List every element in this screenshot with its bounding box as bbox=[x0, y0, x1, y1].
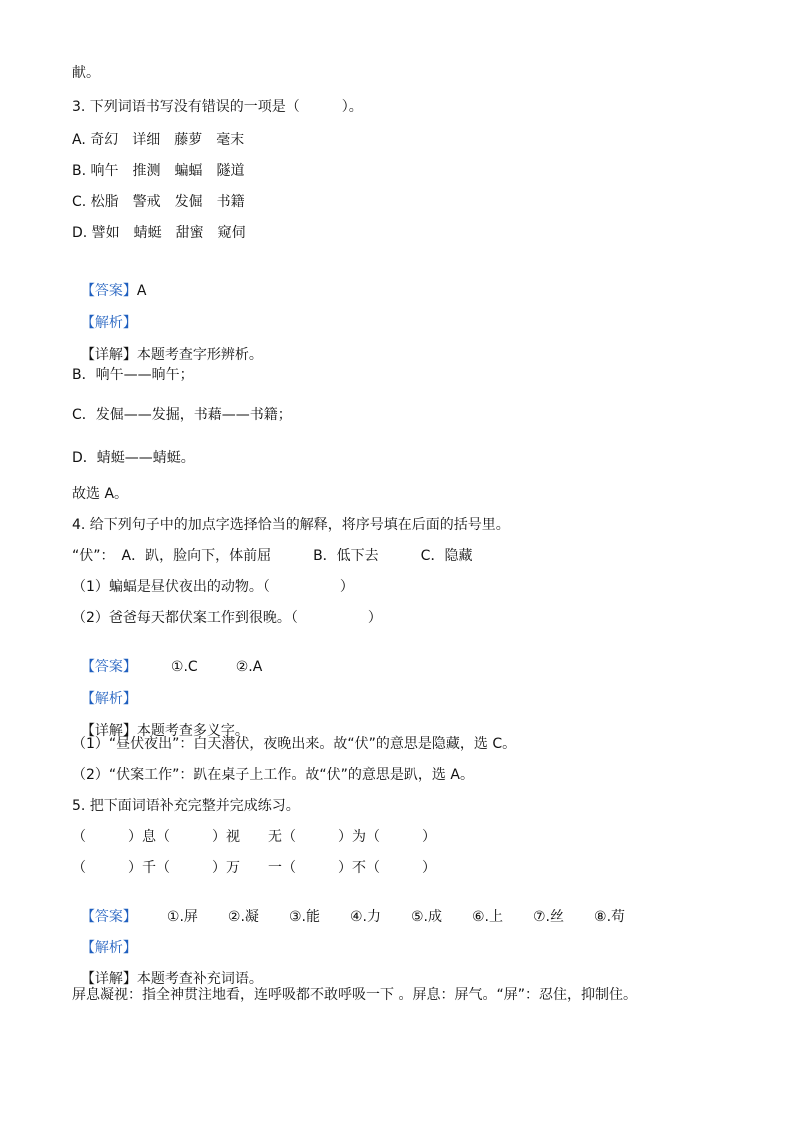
answer-item: ①.屏 bbox=[166, 909, 198, 925]
analysis-line-q4 bbox=[72, 672, 137, 708]
option-c: C. 松脂 警戒 发倔 书籍 bbox=[72, 194, 245, 210]
answer-line-q4 bbox=[72, 640, 262, 676]
q4-sentence-1: （1）蝙蝠是昼伏夜出的动物。（ ） bbox=[72, 579, 354, 595]
analysis-line-q3 bbox=[72, 296, 137, 332]
answer-item: ⑧.苟 bbox=[594, 909, 626, 925]
q4-explanation-1: （1）“昼伏夜出”：白天潜伏，夜晚出来。故“伏”的意思是隐藏，选 C。 bbox=[72, 736, 517, 752]
option-b: B. 响午 推测 蝙蝠 隧道 bbox=[72, 163, 245, 179]
answer-tag: 【答案】 bbox=[80, 659, 137, 675]
analysis-tag: 【解析】 bbox=[80, 940, 137, 956]
text-line: 献。 bbox=[72, 65, 100, 81]
explanation-c: C．发倔——发掘，书藉——书籍； bbox=[72, 407, 292, 423]
question-3: 3. 下列词语书写没有错误的一项是（ ）。 bbox=[72, 99, 363, 115]
detail-tag: 【详解】 bbox=[80, 723, 137, 739]
answer-item: ②.A bbox=[235, 659, 263, 675]
option-a: A. 奇幻 详细 藤萝 毫末 bbox=[72, 132, 245, 148]
analysis-tag: 【解析】 bbox=[80, 691, 137, 707]
answer-item: ③.能 bbox=[288, 909, 320, 925]
answer-item: ⑦.丝 bbox=[533, 909, 565, 925]
answer-line-q5 bbox=[72, 890, 625, 926]
detail-line-q5 bbox=[72, 952, 263, 988]
explanation-b: B．响午——晌午； bbox=[72, 367, 194, 383]
q4-definitions: “伏”： A．趴，脸向下，体前屈 B．低下去 C．隐藏 bbox=[72, 548, 473, 564]
analysis-tag: 【解析】 bbox=[80, 315, 137, 331]
q5-blanks-2: （ ）千（ ）万 一（ ）不（ ） bbox=[72, 860, 436, 876]
answer-item: ②.凝 bbox=[227, 909, 259, 925]
q5-blanks-1: （ ）息（ ）视 无（ ）为（ ） bbox=[72, 829, 436, 845]
detail-tag: 【详解】 bbox=[80, 347, 137, 363]
answer-item: ⑤.成 bbox=[410, 909, 442, 925]
explanation-d: D．蜻蜓——蜻蜓。 bbox=[72, 450, 195, 466]
detail-tag: 【详解】 bbox=[80, 971, 137, 987]
answer-item: ⑥.上 bbox=[471, 909, 503, 925]
q5-explanation: 屏息凝视：指全神贯注地看，连呼吸都不敢呼吸一下 。屏息：屏气。“屏”：忍住，抑制住。 bbox=[72, 987, 637, 1003]
answer-item: ①.C bbox=[170, 659, 198, 675]
conclusion: 故选 A。 bbox=[72, 486, 129, 502]
answer-tag: 【答案】 bbox=[80, 283, 137, 299]
detail-line-q3 bbox=[72, 328, 263, 364]
detail-text: 本题考查补充词语。 bbox=[136, 971, 263, 987]
answer-tag: 【答案】 bbox=[80, 909, 137, 925]
question-5: 5. 把下面词语补充完整并完成练习。 bbox=[72, 798, 300, 814]
option-d: D. 譬如 蜻蜓 甜蜜 窥伺 bbox=[72, 225, 246, 241]
detail-text: 本题考查字形辨析。 bbox=[136, 347, 263, 363]
question-4: 4. 给下列句子中的加点字选择恰当的解释，将序号填在后面的括号里。 bbox=[72, 517, 510, 533]
detail-text: 本题考查多义字。 bbox=[136, 723, 249, 739]
answer-line-q3 bbox=[72, 264, 146, 300]
answer-value: A bbox=[136, 283, 147, 299]
q4-sentence-2: （2）爸爸每天都伏案工作到很晚。（ ） bbox=[72, 610, 382, 626]
q4-explanation-2: （2）“伏案工作”：趴在桌子上工作。故“伏”的意思是趴，选 A。 bbox=[72, 767, 474, 783]
answer-item: ④.力 bbox=[349, 909, 381, 925]
